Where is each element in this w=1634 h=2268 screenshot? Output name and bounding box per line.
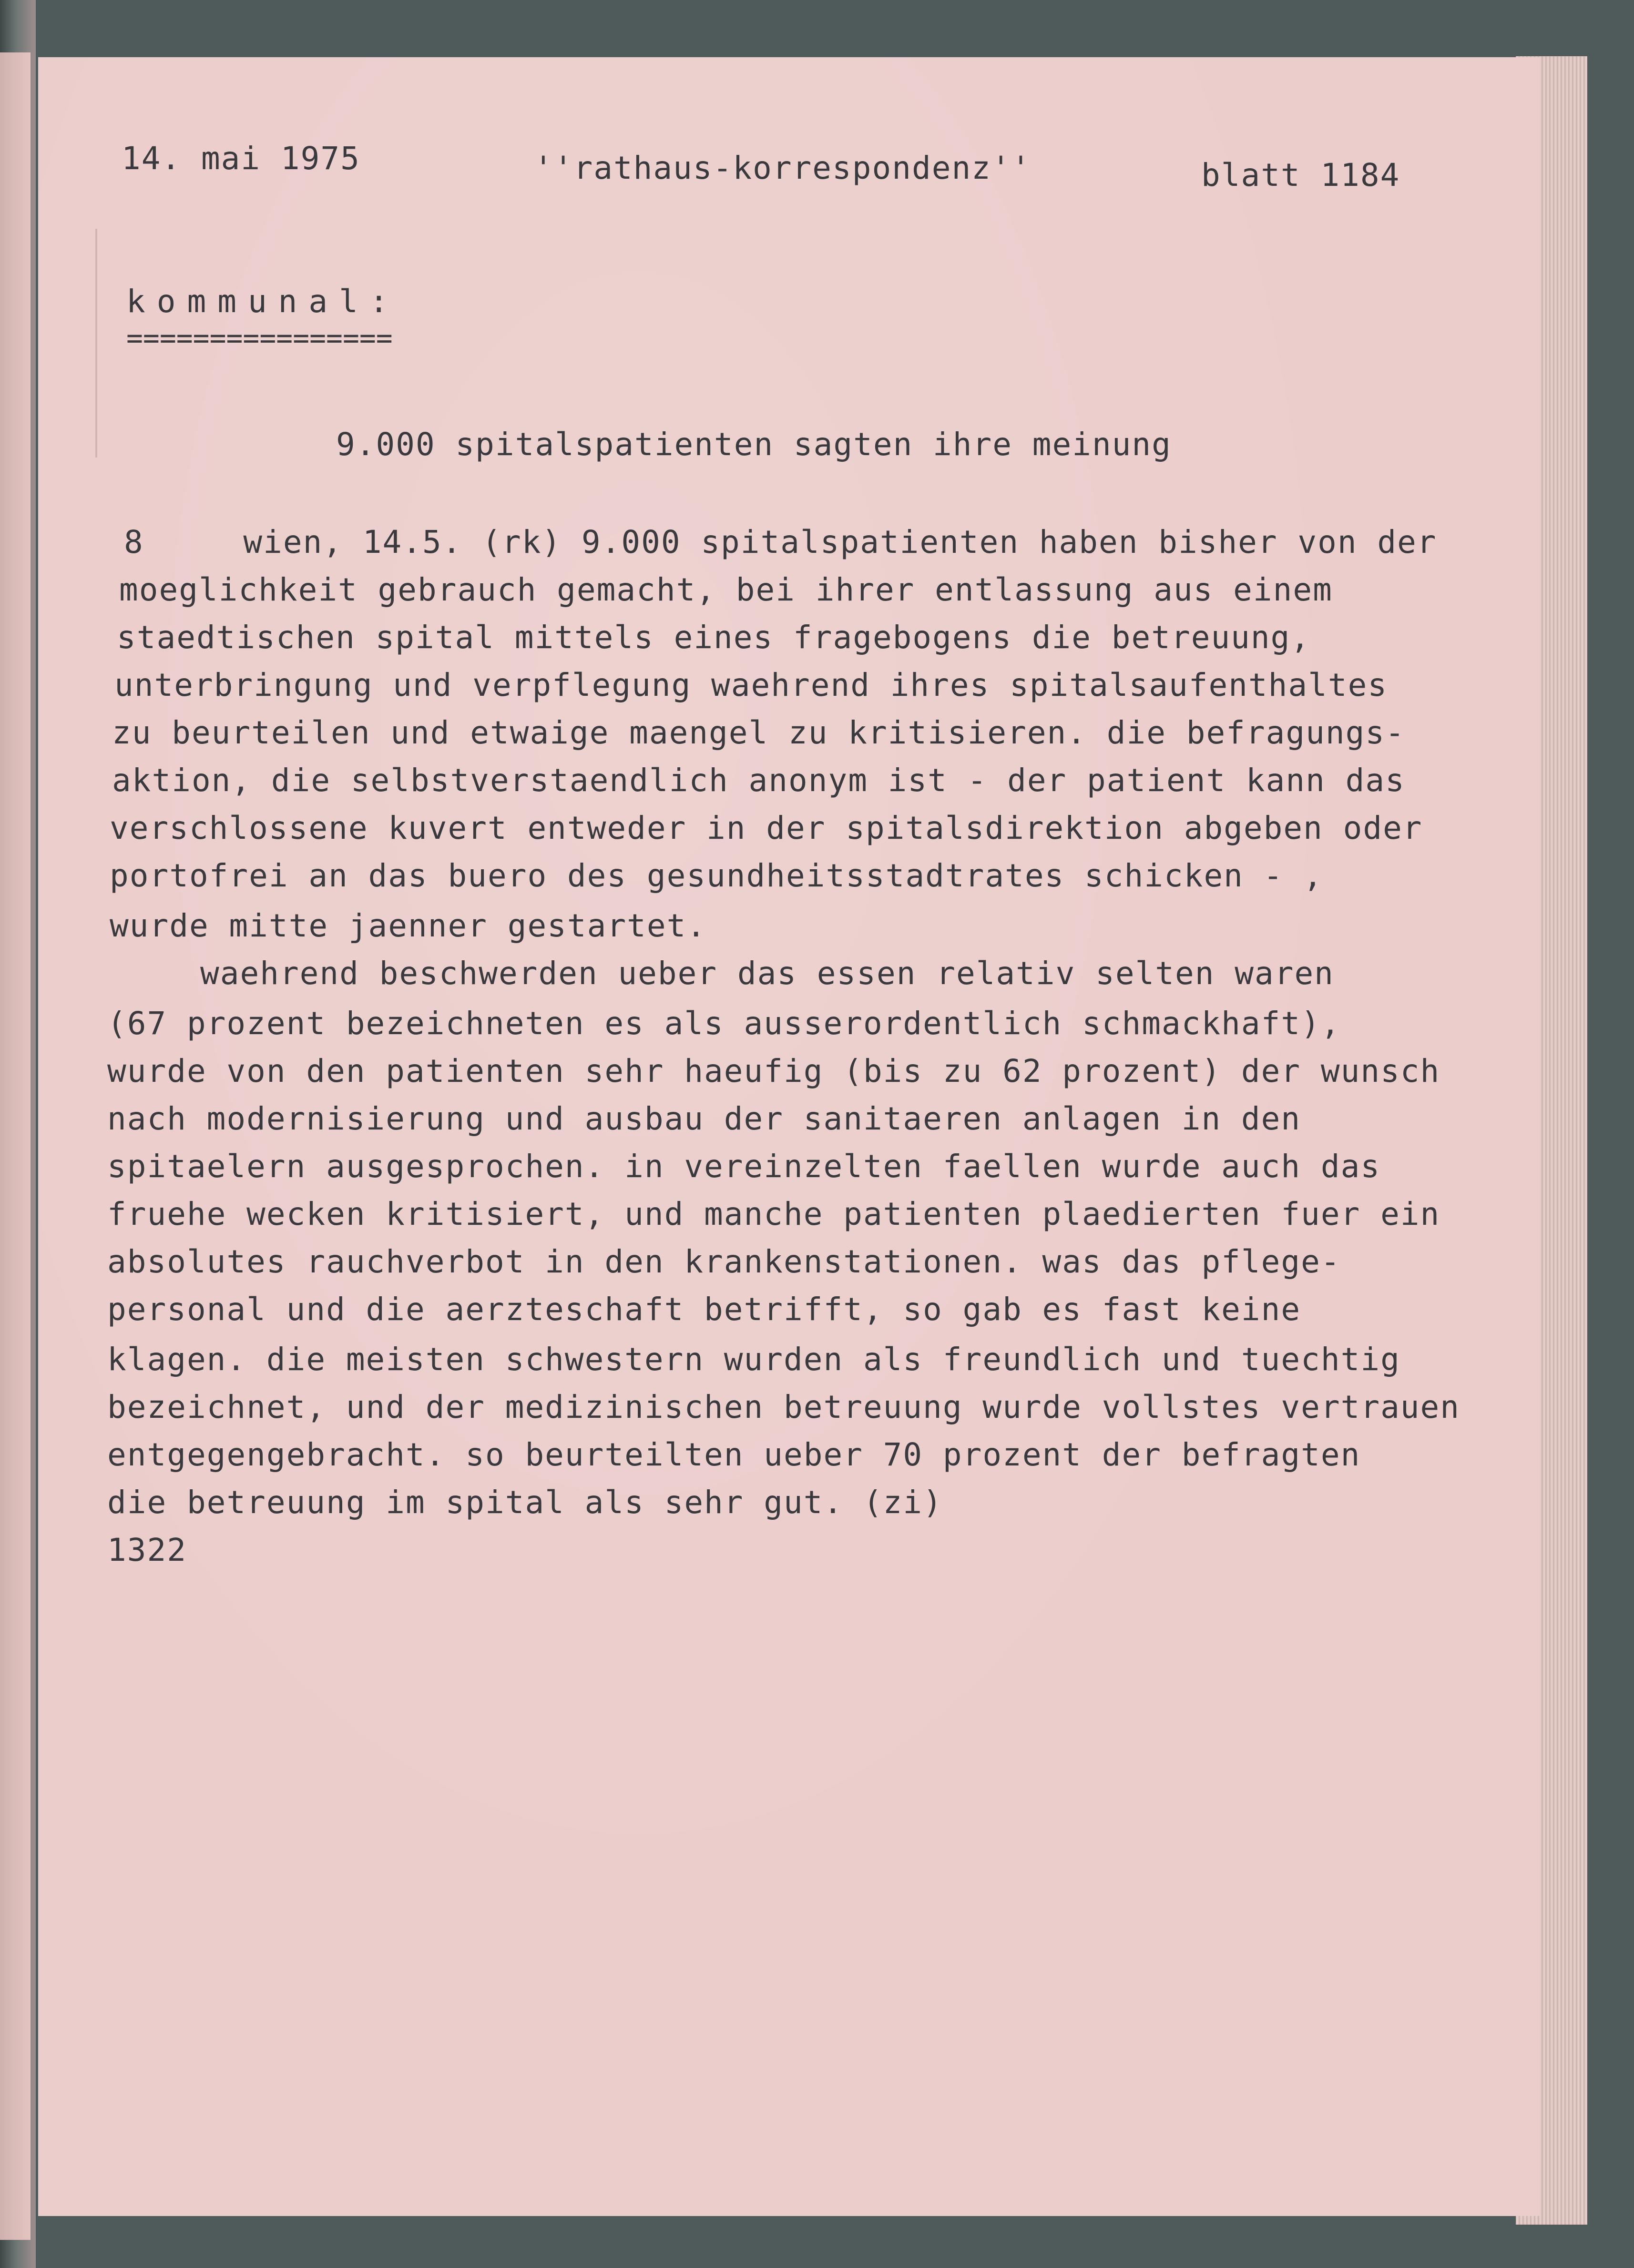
body-line: wurde mitte jaenner gestartet. [110,907,707,944]
header-date: 14. mai 1975 [122,140,360,177]
body-line: wurde von den patienten sehr haeufig (bis zu 62 prozent) der wunsch [107,1053,1440,1089]
body-line: absolutes rauchverbot in den krankenstationen. was das pflege- [107,1243,1341,1280]
section-underline: ================ [126,322,393,354]
body-line: zu beurteilen und etwaige maengel zu kritisieren. die befragungs- [112,714,1405,751]
body-line: staedtischen spital mittels eines fragebogens die betreuung, [117,619,1311,656]
footer-code: 1322 [107,1532,187,1568]
body-line: portofrei an das buero des gesundheitsstadtrates schicken - , [110,857,1323,894]
body-line: fruehe wecken kritisiert, und manche patienten plaedierten fuer ein [107,1196,1440,1232]
body-line: verschlossene kuvert entweder in der spitalsdirektion abgeben oder [110,810,1423,846]
body-line: moeglichkeit gebrauch gemacht, bei ihrer entlassung aus einem [119,571,1333,608]
margin-mark [95,229,97,458]
body-line: waehrend beschwerden ueber das essen relativ selten waren [200,955,1334,992]
left-page-edge [0,52,31,2240]
body-line: entgegengebracht. so beurteilten ueber 70 prozent der befragten [107,1436,1361,1473]
body-line: (67 prozent bezeichneten es als ausserordentlich schmackhaft), [107,1005,1341,1042]
header-publication: ''rathaus-korrespondenz'' [534,150,1031,186]
header-sheet-number: blatt 1184 [1201,157,1400,193]
body-line: aktion, die selbstverstaendlich anonym ist - der patient kann das [112,762,1405,799]
body-line: klagen. die meisten schwestern wurden als freundlich und tuechtig [107,1341,1400,1378]
article-headline: 9.000 spitalspatienten sagten ihre meinung [336,426,1172,463]
body-line: bezeichnet, und der medizinischen betreuung wurde vollstes vertrauen [107,1389,1460,1425]
body-line: personal und die aerzteschaft betrifft, so gab es fast keine [107,1291,1301,1328]
body-line: nach modernisierung und ausbau der sanitaeren anlagen in den [107,1100,1301,1137]
section-label: kommunal: [126,283,400,320]
body-line: unterbringung und verpflegung waehrend ihres spitalsaufenthaltes [114,667,1388,703]
document-page [38,57,1540,2216]
body-line: 8 wien, 14.5. (rk) 9.000 spitalspatienten haben bisher von der [124,524,1437,560]
body-line: die betreuung im spital als sehr gut. (zi) [107,1484,943,1521]
body-line: spitaelern ausgesprochen. in vereinzelten faellen wurde auch das [107,1148,1381,1185]
